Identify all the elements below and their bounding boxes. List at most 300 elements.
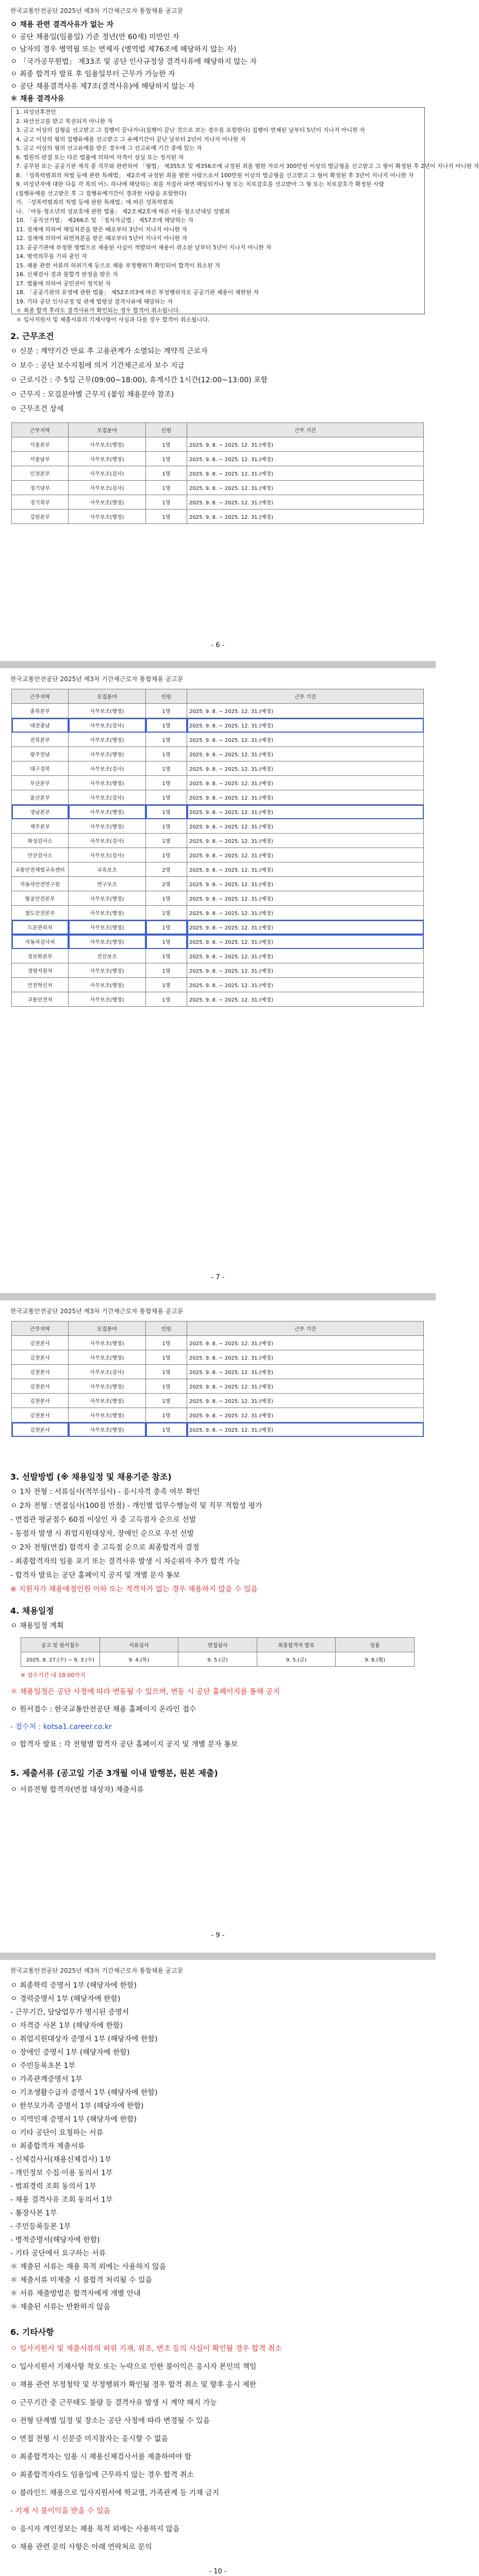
table-cell: 사무보조(행정) [69,1336,146,1350]
table-cell: 사무보조(검사) [69,466,146,481]
table-cell: 김천본사 [12,1350,69,1365]
table-row [12,992,424,1007]
table-cell: 사무보조(행정) [69,1422,146,1437]
page-4 [0,1960,436,2576]
conditions-table [11,1321,424,1437]
disqualification-item: 14. 병역의무를 기피 중인 자 [16,253,87,260]
table-cell: 사무보조(행정) [69,1394,146,1408]
table-cell: 사무보조(행정) [69,920,146,935]
table-cell: 2025. 9. 8. ~ 2025. 12. 31.(예정) [187,805,424,819]
table-row [12,790,424,805]
disqualification-item: (집행유예를 선고받은 후 그 집행유예기간이 경과한 사람을 포함한다) [16,190,187,197]
table-cell: 2025. 9. 8. ~ 2025. 12. 31.(예정) [187,1365,424,1379]
schedule-head-cell: 서류심사 [100,1638,178,1652]
eligibility-line: ㅇ 남자의 경우 병역필 또는 면제자 (병역법 제76조에 해당하지 않는 자) [10,45,237,54]
table-cell: 사무보조(행정) [69,704,146,718]
schedule-head-cell: 공고 및 원서접수 [21,1638,100,1652]
p10-lines-line: ㅇ 한부모가족 증명서 1부 (해당자에 한함) [10,2102,144,2110]
p10-lines-line: - 통장사본 1부 [10,2209,57,2217]
eligibility-line: ＊ 채용 결격사유 [10,95,64,103]
table-cell: 2명 [146,877,187,891]
schedule-cell: 9. 8.(월) [336,1652,415,1667]
table-cell: 2025. 9. 8. ~ 2025. 12. 31.(예정) [187,862,424,877]
schedule-note: ※ 접수기간 내 18:00까지 [21,1672,86,1679]
table-cell: 1명 [146,819,187,834]
table-cell: 철도안전본부 [12,906,69,920]
table-cell: 1명 [146,733,187,747]
table-cell: 정보화본부 [12,949,69,963]
table-cell: 1명 [146,452,187,466]
table-cell: 김천본사 [12,1408,69,1422]
table-cell: 사무보조(검사) [69,1365,146,1379]
table-cell: 경기북부 [12,495,69,510]
table-row [12,1336,424,1350]
table-cell: 김천본사 [12,1336,69,1350]
table-header-cell: 모집분야 [69,1321,146,1336]
table-cell: 자동차검사처 [12,935,69,949]
disqualification-item: 가. 「성폭력범죄의 처벌 등에 관한 특례법」에 따른 성폭력범죄 [16,199,173,206]
table-cell: 1명 [146,949,187,963]
condition-line: ㅇ 근무지 : 모집분야별 근무지 (붙임 채용분야 참조) [10,391,174,399]
table-cell: 김천본사 [12,1394,69,1408]
eligibility-line: ㅇ 공단 채용일(임용일) 기준 정년(만 60세) 미만인 자 [10,33,179,41]
table-row [12,848,424,862]
schedule-head-cell: 임용 [336,1638,415,1652]
table-cell: 1명 [146,718,187,733]
sec6-lines-line: ㅇ 입사지원서 기재사항 착오 또는 누락으로 인한 불이익은 응시자 본인의 책임 [10,2363,257,2371]
table-cell: 사무보조(행정) [69,819,146,834]
p10-lines-line: - 개인정보 수집·이용 동의서 1부 [10,2169,113,2177]
page-number: - 9 - [211,1931,225,1939]
table-cell: 교육보조 [69,862,146,877]
table-cell: 사무보조(검사) [69,761,146,776]
sec3-lines-line: ㅇ 2차 전형(면접) 합격자 중 고득점 순으로 최종합격자 결정 [10,1544,200,1552]
table-cell: 연구보조 [69,877,146,891]
page-1 [0,0,479,661]
schedule-head-cell: 최종합격자 발표 [257,1638,336,1652]
table-cell: 1명 [146,1394,187,1408]
disqualification-item: ＊ 입사지원서 및 제출서류의 기재사항이 사실과 다를 경우 합격이 취소됩니다. [16,316,210,323]
table-cell: 사무보조(검사) [69,848,146,862]
table-cell: 2025. 9. 8. ~ 2025. 12. 31.(예정) [187,776,424,790]
table-row [12,704,424,718]
table-cell: 2025. 9. 8. ~ 2025. 12. 31.(예정) [187,877,424,891]
page-2 [0,668,436,1293]
table-cell: 안산검사소 [12,848,69,862]
table-cell: 사무보조(행정) [69,510,146,524]
table-cell: 1명 [146,761,187,776]
disqualification-item: 17. 법률에 의하여 공민권이 정지된 자 [16,280,111,287]
table-header-cell: 인원 [146,689,187,704]
disqualification-item: 19. 기타 공단 인사규정 및 관계 법령상 결격사유에 해당하는 자 [16,298,173,305]
table-row [12,466,424,481]
table-row [12,834,424,848]
p10-lines-line: ㅇ 장애인 증명서 1부 (해당자에 한함) [10,2048,130,2057]
sec6-lines-line: ㅇ 최종합격자라도 임용일에 근무하지 않는 경우 합격 취소 [10,2471,194,2479]
table-cell: 전산보조 [69,949,146,963]
p10-lines-line: - 신체검사서(채용신체검사) 1부 [10,2156,112,2164]
sec4-lines-line: - 접수처 : kotsa1.career.co.kr [10,1723,112,1731]
table-cell: 2025. 9. 8. ~ 2025. 12. 31.(예정) [187,733,424,747]
table-cell: 2025. 9. 8. ~ 2025. 12. 31.(예정) [187,790,424,805]
sec4-lines-line: ㅇ 원서접수 : 한국교통안전공단 채용 홈페이지 온라인 접수 [10,1705,196,1714]
section-6-title: 6. 기타사항 [10,2327,54,2337]
table-cell: 1명 [146,891,187,906]
table-cell: 1명 [146,510,187,524]
page-gap [0,1293,436,1300]
table-cell: 제주본부 [12,819,69,834]
table-cell: 김천본사 [12,1422,69,1437]
table-cell: 드론관리처 [12,920,69,935]
disqualification-item: 6. 법원의 판결 또는 다른 법률에 의하여 자격이 상실 또는 정지된 자 [16,154,184,161]
disqualification-item: 12. 징계에 의하여 파면처분을 받은 때로부터 5년이 지나지 아니한 자 [16,235,188,242]
sec6-lines-line: ㅇ 채용 관련 문의 사항은 아래 연락처로 문의 [10,2543,152,2551]
sec6-lines-line: ㅇ 최종합격자는 임용 시 채용신체검사서를 제출하여야 함 [10,2453,192,2461]
sec6-lines-line: ㅇ 근무기간 중 근무태도 불량 등 결격사유 발생 시 계약 해지 가능 [10,2399,217,2407]
table-cell: 사무보조(행정) [69,747,146,761]
table-cell: 서울본부 [12,437,69,452]
disqualification-item: 18. 「공공기관의 운영에 관한 법률」 제52조의3에 따른 부정행위자로 공공기관 채용이 제한된 자 [16,289,259,296]
table-cell: 충북본부 [12,704,69,718]
sec3-lines-line: - 동점자 발생 시 취업지원대상자, 장애인 순으로 우선 선발 [10,1530,194,1538]
sec5-lines-line: ㅇ 서류전형 합격자(면접 대상자) 제출서류 [10,1786,144,1794]
table-cell: 1명 [146,495,187,510]
disqualification-item: 9. 미성년자에 대한 다음 각 목의 어느 하나에 해당하는 죄를 저질러 파면·해임되거나 형 또는 치료감호를 선고받아 그 형 또는 치료감호가 확정된 사람 [16,181,385,188]
table-cell: 2025. 9. 8. ~ 2025. 12. 31.(예정) [187,718,424,733]
p10-lines-line: - 채용 결격사유 조회 동의서 1부 [10,2196,113,2204]
table-cell: 사무보조(검사) [69,718,146,733]
table-row [12,1350,424,1365]
schedule-cell: 9. 5.(금) [178,1652,257,1667]
table-cell: 1명 [146,906,187,920]
sec3-lines-line: ㅇ 1차 전형 : 서류심사(적부심사) - 응시자격 충족 여부 확인 [10,1488,200,1496]
table-cell: 사무보조(행정) [69,776,146,790]
table-header-cell: 모집분야 [69,689,146,704]
disqualification-item: 7. 공무원 또는 공공기관 재직 중 직무와 관련하여 「형법」 제355조 및 제356조에 규정된 죄를 범한 자로서 300만원 이상의 벌금형을 선고받고 그 형이 확정된 후 2년이 지나지 아니한 자 [16,163,479,170]
table-cell: 2025. 9. 8. ~ 2025. 12. 31.(예정) [187,1336,424,1350]
table-cell: 1명 [146,1379,187,1394]
disqualification-item: 15. 채용 관련 서류의 허위기재 등으로 채용 부정행위가 확인되어 합격이 취소된 자 [16,262,220,269]
table-header-cell: 근무지역 [12,689,69,704]
table-cell: 2025. 9. 8. ~ 2025. 12. 31.(예정) [187,495,424,510]
table-row [12,747,424,761]
table-cell: 2025. 9. 8. ~ 2025. 12. 31.(예정) [187,920,424,935]
page-number: - 6 - [211,641,225,649]
table-row [12,891,424,906]
disqualification-item: 3. 금고 이상의 실형을 선고받고 그 집행이 끝나거나(집행이 끝난 것으로 보는 경우를 포함한다) 집행이 면제된 날부터 5년이 지나지 아니한 자 [16,127,365,133]
table-header-cell: 근무 기간 [187,1321,424,1336]
table-cell: 사무보조(검사) [69,481,146,495]
eligibility-line: ㅇ 채용 관련 결격사유가 없는 자 [10,21,114,29]
table-cell: 경기남부 [12,481,69,495]
table-cell: 사무보조(행정) [69,992,146,1007]
disqualification-item: ＊ 최종 합격 후라도 결격사유가 확인되는 경우 합격이 취소됩니다. [16,307,180,314]
table-row [12,437,424,452]
table-cell: 사무보조(행정) [69,935,146,949]
table-cell: 2025. 9. 8. ~ 2025. 12. 31.(예정) [187,819,424,834]
disqualification-item: 2. 파산선고를 받고 복권되지 아니한 자 [16,117,113,125]
p10-lines-line: ㅇ 최종학력 증명서 1부 (해당자에 한함) [10,1981,137,1990]
table-row [12,819,424,834]
table-cell: 사무보조(행정) [69,891,146,906]
p10-lines-line: ㅇ 자격증 사본 1부 (해당자에 한함) [10,2022,123,2030]
page-gap [0,1953,436,1960]
table-header-cell: 근무지역 [12,1321,69,1336]
table-cell: 1명 [146,704,187,718]
section-2-title: 2. 근무조건 [10,331,54,341]
table-cell: 사무보조(행정) [69,452,146,466]
table-row [12,963,424,978]
table-cell: 강원본부 [12,510,69,524]
disqualification-item: 10. 「공직선거법」 제266조 및 「정치자금법」 제57조에 해당하는 자 [16,217,194,224]
table-cell: 울산본부 [12,790,69,805]
table-cell: 2025. 9. 8. ~ 2025. 12. 31.(예정) [187,747,424,761]
p10-lines-line: - 병적증명서(해당자에 한함) [10,2236,100,2244]
table-cell: 항공안전본부 [12,891,69,906]
table-cell: 사무보조(행정) [69,1379,146,1394]
table-cell: 1명 [146,437,187,452]
table-cell: 사무보조(행정) [69,495,146,510]
condition-line: ㅇ 보수 : 공단 보수지침에 의거 기간제근로자 보수 지급 [10,362,185,370]
schedule-head-cell: 면접심사 [178,1638,257,1652]
p10-lines-line: ＊ 제출된 서류는 채용 목적 외에는 사용하지 않음 [10,2263,167,2271]
table-cell: 대구경북 [12,761,69,776]
table-row [12,978,424,992]
table-row [12,718,424,733]
table-cell: 교통안전체험교육센터 [12,862,69,877]
p10-lines-line: ㅇ 주민등록초본 1부 [10,2062,75,2070]
table-cell: 2명 [146,862,187,877]
table-row [12,920,424,935]
table-cell: 광주전남 [12,747,69,761]
table-cell: 1명 [146,992,187,1007]
table-cell: 1명 [146,1422,187,1437]
sec6-lines-line: ㅇ 채용 관련 부정청탁 및 부정행위가 확인될 경우 합격 취소 및 향후 응시 제한 [10,2381,257,2389]
p10-lines-line: ㅇ 경력증명서 1부 (해당자에 한함) [10,1995,121,2003]
page-gap [0,661,436,668]
schedule-cell: 9. 4.(목) [100,1652,178,1667]
doc-header: 한국교통안전공단 2025년 제3차 기간제근로자 통합채용 공고문 [10,1967,184,1974]
sec3-lines-line: - 최종합격자의 임용 포기 또는 결격사유 발생 시 차순위자 추가 합격 가능 [10,1557,241,1566]
table-cell: 사무보조(행정) [69,978,146,992]
table-cell: 대전충남 [12,718,69,733]
table-cell: 안전혁신처 [12,978,69,992]
table-cell: 경남본부 [12,805,69,819]
sec6-lines-line: - 기재 시 불이익을 받을 수 있음 [10,2507,111,2515]
table-cell: 2025. 9. 8. ~ 2025. 12. 31.(예정) [187,466,424,481]
p10-lines-line: ㅇ 지역인재 증명서 1부 (해당자에 한함) [10,2115,137,2124]
p10-lines-line: ＊ 제출된 서류는 반환하지 않음 [10,2303,111,2311]
table-cell: 1명 [146,790,187,805]
table-cell: 2025. 9. 8. ~ 2025. 12. 31.(예정) [187,437,424,452]
table-row [12,906,424,920]
sec6-lines-line: ㅇ 면접 전형 시 신분증 미지참자는 응시할 수 없음 [10,2435,169,2443]
doc-header: 한국교통안전공단 2025년 제3차 기간제근로자 통합채용 공고문 [10,1308,184,1315]
table-row [12,733,424,747]
sec4-lines-line: ＊ 채용일정은 공단 사정에 따라 변동될 수 있으며, 변동 시 공단 홈페이지를 통해 공지 [10,1688,280,1696]
table-cell: 1명 [146,978,187,992]
table-cell: 서울남부 [12,452,69,466]
table-cell: 1명 [146,747,187,761]
table-cell: 경영지원처 [12,963,69,978]
table-cell: 2025. 9. 8. ~ 2025. 12. 31.(예정) [187,1422,424,1437]
doc-header: 한국교통안전공단 2025년 제3차 기간제근로자 통합채용 공고문 [10,675,184,683]
col-region: 근무지역 [12,423,69,437]
table-cell: 사무보조(행정) [69,1350,146,1365]
page-number: - 7 - [211,1274,225,1281]
table-row [12,805,424,819]
table-cell: 2025. 9. 8. ~ 2025. 12. 31.(예정) [187,1350,424,1365]
p10-lines-line: - 범죄경력 조회 동의서 1부 [10,2182,96,2191]
table-cell: 1명 [146,1350,187,1365]
table-row [12,776,424,790]
sec3-lines-line: - 합격자 발표는 공단 홈페이지 공지 및 개별 문자 통보 [10,1571,180,1580]
page-number: - 10 - [209,2568,227,2575]
table-row [12,877,424,891]
condition-line: ㅇ 근로시간 : 주 5일 근무(09:00~18:00), 휴게시간 1시간(12:00~13:00) 포함 [10,376,268,384]
table-cell: 김천본사 [12,1379,69,1394]
table-row [12,1394,424,1408]
sec6-lines-line: ㅇ 전형 단계별 일정 및 장소는 공단 사정에 따라 변경될 수 있음 [10,2417,210,2425]
table-cell: 2025. 9. 8. ~ 2025. 12. 31.(예정) [187,891,424,906]
table-cell: 1명 [146,848,187,862]
table-row [12,495,424,510]
table-cell: 사무보조(행정) [69,733,146,747]
table-cell: 2025. 9. 8. ~ 2025. 12. 31.(예정) [187,1379,424,1394]
table-cell: 2025. 9. 8. ~ 2025. 12. 31.(예정) [187,481,424,495]
table-cell: 1명 [146,834,187,848]
table-cell: 2025. 9. 8. ~ 2025. 12. 31.(예정) [187,704,424,718]
table-cell: 2025. 9. 8. ~ 2025. 12. 31.(예정) [187,1408,424,1422]
section-3-title: 3. 선발방법 (※ 채용일정 및 채용기준 참조) [10,1472,172,1482]
schedule-cell: 2025. 8. 27.(수) ~ 9. 3.(수) [21,1652,100,1667]
disqualification-item: 16. 신체검사 결과 불합격 판정을 받은 자 [16,271,118,278]
schedule-sub: ㅇ 채용일정 계획 [10,1622,64,1630]
table-row [12,935,424,949]
disqualification-item: 13. 공공기관에 부정한 방법으로 채용된 사실이 적발되어 채용이 취소된 날부터 5년이 지나지 아니한 자 [16,244,271,251]
doc-header: 한국교통안전공단 2025년 제3차 기간제근로자 통합채용 공고문 [10,7,184,14]
eligibility-line: ㅇ 공단 채용결격사유 제7조(결격사유)에 해당하지 않는 자 [10,82,195,91]
table-cell: 사무보조(행정) [69,906,146,920]
conditions-table [11,689,424,1007]
disqualification-item: 4. 금고 이상의 형의 집행유예를 선고받고 그 유예기간이 끝난 날부터 2년이 지나지 아니한 자 [16,135,246,143]
table-cell: 1명 [146,805,187,819]
table-header-cell: 근무 기간 [187,689,424,704]
condition-line: ㅇ 신분 : 계약기간 만료 후 고용관계가 소멸되는 계약직 근로자 [10,347,208,355]
p10-lines-line: - 근무기간, 담당업무가 명시된 증명서 [10,2008,129,2016]
col-field: 모집분야 [69,423,146,437]
p10-lines-line: ㅇ 가족관계증명서 1부 [10,2075,82,2083]
table-row [12,1422,424,1437]
table-row [12,761,424,776]
conditions-table [11,437,424,524]
table-cell: 2025. 9. 8. ~ 2025. 12. 31.(예정) [187,1394,424,1408]
table-cell: 전북본부 [12,733,69,747]
table-cell: 2025. 9. 8. ~ 2025. 12. 31.(예정) [187,949,424,963]
table-cell: 1명 [146,466,187,481]
table-row [12,1365,424,1379]
sec3-lines-line: ※ 지원자가 채용예정인원 이하 또는 적격자가 없는 경우 채용하지 않을 수 있음 [10,1585,258,1594]
p10-lines-line: ㅇ 취업지원대상자 증명서 1부 (해당자에 한함) [10,2035,158,2043]
table-row [12,510,424,524]
p10-lines-line: - 기타 공단에서 요구하는 서류 [10,2249,106,2258]
table-cell: 사무보조(행정) [69,805,146,819]
table-cell: 2025. 9. 8. ~ 2025. 12. 31.(예정) [187,978,424,992]
table-cell: 사무보조(행정) [69,1408,146,1422]
table-row [12,452,424,466]
sec3-lines-line: - 면접관 평균점수 60점 이상인 자 중 고득점자 순으로 선발 [10,1516,196,1524]
section-5-title: 5. 제출서류 (공고일 기준 3개월 이내 발행분, 원본 제출) [10,1768,218,1778]
page-3 [0,1300,436,1953]
col-count: 인원 [146,423,187,437]
p10-lines-line: ㅇ 최종합격자 제출서류 [10,2142,85,2150]
schedule-cell: 9. 5.(금) [257,1652,336,1667]
table-cell: 1명 [146,1336,187,1350]
sec6-lines-line: ㅇ 응시자 개인정보는 채용 목적 외에는 사용하지 않음 [10,2525,180,2533]
schedule-table [21,1637,415,1667]
p10-lines-line: ＊ 서류 제출방법은 합격자에게 개별 안내 [10,2290,141,2298]
table-cell: 교통안전처 [12,992,69,1007]
p10-lines-line: - 주민등록등본 1부 [10,2223,71,2231]
section-4-title: 4. 채용일정 [10,1606,54,1616]
table-row [12,481,424,495]
table-cell: 부산본부 [12,776,69,790]
table-row [12,1408,424,1422]
table-cell: 1명 [146,920,187,935]
disqualification-item: 나. 「아동·청소년의 성보호에 관한 법률」 제2조제2호에 따른 아동·청소년대상 성범죄 [16,208,230,215]
table-header-cell: 인원 [146,1321,187,1336]
sec3-lines-line: ㅇ 2차 전형 : 면접심사(100점 만점) - 개인별 업무수행능력 및 직무 적합성 평가 [10,1502,262,1510]
sec6-lines-line: ㅇ 블라인드 채용으로 입사지원서에 학교명, 가족관계 등 기재 금지 [10,2489,220,2497]
table-cell: 사무보조(검사) [69,834,146,848]
table-cell: 사무보조(검사) [69,790,146,805]
table-cell: 김천본사 [12,1365,69,1379]
p10-lines-line: ㅇ 기타 공단이 요청하는 서류 [10,2129,104,2137]
disqualification-item: 8. 「성폭력범죄의 처벌 등에 관한 특례법」 제2조에 규정된 죄를 범한 사람으로서 100만원 이상의 벌금형을 선고받고 그 형이 확정된 후 3년이 지나지 아니한 자 [16,172,414,179]
conditions-table-head [11,422,424,437]
p10-lines-line: ㅇ 기초생활수급자 증명서 1부 (해당자에 한함) [10,2089,158,2097]
table-cell: 2025. 9. 8. ~ 2025. 12. 31.(예정) [187,906,424,920]
table-cell: 1명 [146,776,187,790]
table-cell: 2025. 9. 8. ~ 2025. 12. 31.(예정) [187,452,424,466]
table-cell: 2025. 9. 8. ~ 2025. 12. 31.(예정) [187,848,424,862]
sec6-lines-line: ㅇ 입사지원서 및 제출서류의 허위 기재, 위조, 변조 등의 사실이 확인될 경우 합격 취소 [10,2345,282,2353]
table-cell: 2025. 9. 8. ~ 2025. 12. 31.(예정) [187,935,424,949]
col-period: 근무 기간 [187,423,424,437]
table-cell: 2025. 9. 8. ~ 2025. 12. 31.(예정) [187,992,424,1007]
table-row [12,862,424,877]
table-cell: 사무보조(행정) [69,963,146,978]
sec4-lines-line: ㅇ 합격자 발표 : 각 전형별 합격자 공단 홈페이지 공지 및 개별 문자 통보 [10,1740,238,1749]
table-row [12,949,424,963]
table-cell: 자동차안전연구원 [12,877,69,891]
disqualification-item: 11. 징계에 의하여 해임처분을 받은 때로부터 3년이 지나지 아니한 자 [16,226,188,233]
table-cell: 1명 [146,963,187,978]
table-cell: 1명 [146,935,187,949]
disqualification-item: 1. 피성년후견인 [16,109,56,115]
p10-lines-line: ＊ 제출서류 미제출 시 불합격 처리될 수 있음 [10,2276,153,2284]
table-cell: 1명 [146,1365,187,1379]
table-cell: 화성검사소 [12,834,69,848]
table-row [12,1379,424,1394]
table-cell: 1명 [146,481,187,495]
table-cell: 1명 [146,1408,187,1422]
eligibility-line: ㅇ 「국가공무원법」 제33조 및 공단 인사규정상 결격사유에 해당하지 않는 자 [10,58,257,66]
table-cell: 2025. 9. 8. ~ 2025. 12. 31.(예정) [187,834,424,848]
table-cell: 2025. 9. 8. ~ 2025. 12. 31.(예정) [187,510,424,524]
condition-line: ㅇ 근무조건 상세 [10,405,64,413]
disqualification-item: 5. 금고 이상의 형의 선고유예를 받은 경우에 그 선고유예 기간 중에 있는 자 [16,145,202,151]
